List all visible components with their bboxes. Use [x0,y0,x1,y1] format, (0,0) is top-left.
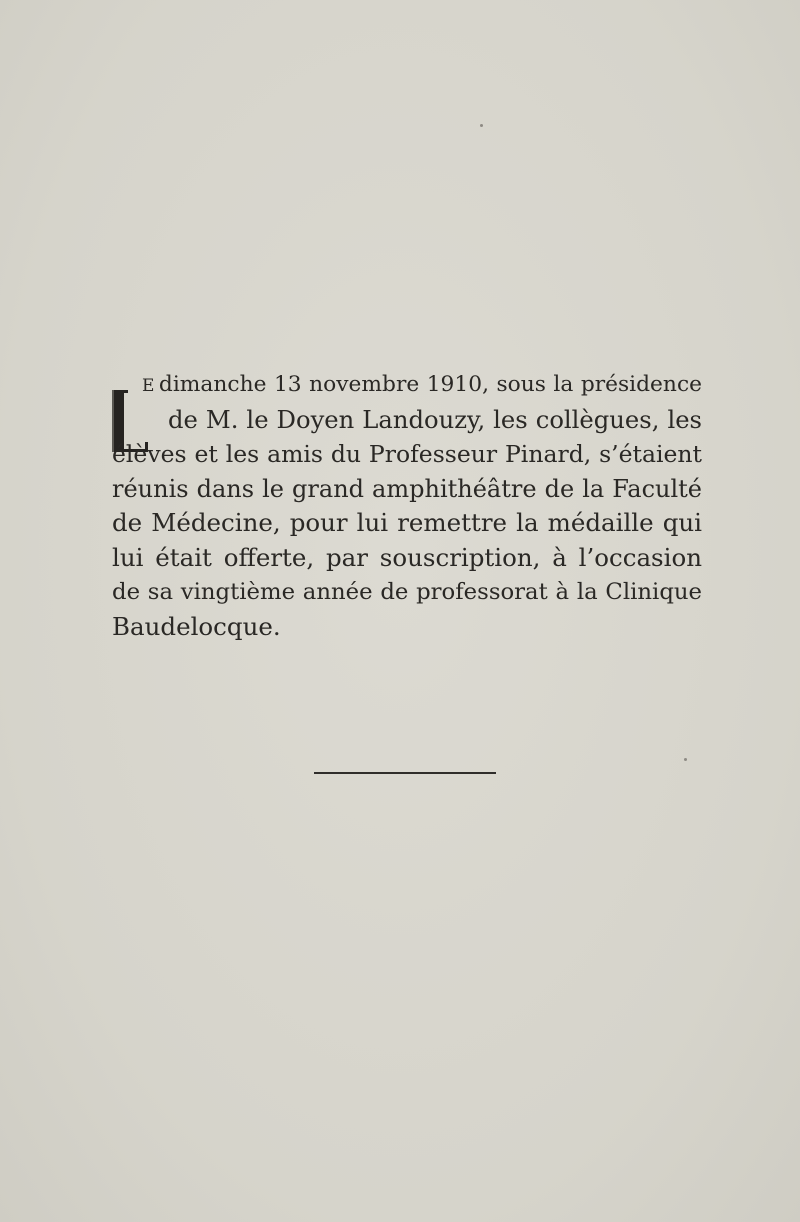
text-line: de M. le Doyen Landouzy, les collègues, les [168,404,702,434]
first-word-suffix: E [142,376,155,396]
line-6 [112,541,702,576]
line-4 [112,472,702,507]
paper-speck [480,124,483,127]
line-2 [112,403,702,438]
text-line: Baudelocque. [112,611,281,641]
paper-speck [684,758,687,761]
text-line: réunis dans le grand amphithéâtre de la Faculté [112,474,702,503]
line-5 [112,506,702,541]
text-line: de sa vingtième année de professorat à la Clinique [112,579,702,605]
line-7 [112,575,702,610]
section-divider [314,772,496,774]
text-line: de Médecine, pour lui remettre la médaille qui [112,508,702,537]
paragraph [112,368,702,644]
line-1 [112,368,702,403]
line-3 [112,437,702,472]
text-line: lui était offerte, par souscription, à l’occasion [112,542,702,572]
text-line: élèves et les amis du Professeur Pinard, s’étaient [112,440,702,468]
text-line: dimanche 13 novembre 1910, sous la présidence [158,372,702,397]
line-8 [112,610,702,645]
